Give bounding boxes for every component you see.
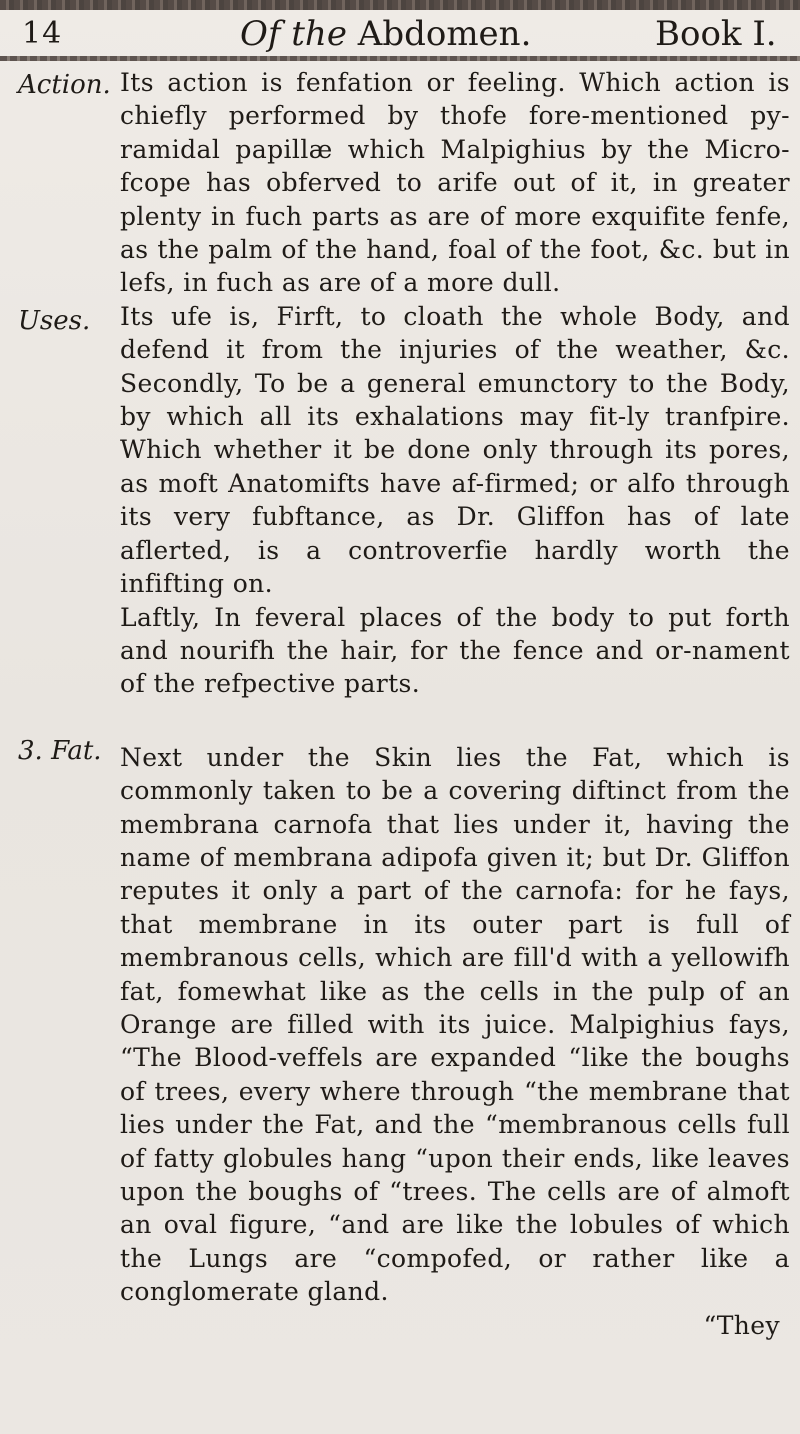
margin-note-action: Action.: [18, 70, 111, 100]
running-title: [240, 14, 531, 54]
book-label: Book I.: [655, 14, 777, 54]
paragraph-lastly: Laftly, In feveral places of the body to put forth and nourifh the hair, for the fence and or-nament of the refpective parts.: [120, 602, 790, 699]
running-title-roman: Abdomen.: [346, 14, 532, 54]
page-header: [0, 8, 800, 56]
running-title-italic: Of the: [240, 14, 347, 54]
header-rule: [0, 56, 800, 61]
margin-note-fat: 3. Fat.: [18, 736, 102, 766]
catchword: “They: [703, 1310, 780, 1340]
paragraph-action: Its action is fenfation or feeling. Which action is chiefly performed by thofe fore-mentioned py-ramidal papillæ which Malpighius by the Micro-fcope has obferved to arife out of it, in greater plenty in fuch parts as are of more exquifite fenfe, as the palm of the hand, foal of the foot, &c. but in lefs, in fuch as are of a more dull.: [120, 68, 790, 298]
page-body: [120, 66, 790, 1342]
paragraph-uses: Its ufe is, Firft, to cloath the whole Body, and defend it from the injuries of the weather, &c. Secondly, To be a general emunctory to the Body, by which all its exhalations may fit-ly tranfpire. Which whether it be done only through its pores, as moft Anatomifts have af-firmed; or alfo through its very fubftance, as Dr. Gliffon has of late aflerted, is a controverfie hardly worth the infifting on.: [120, 301, 790, 599]
paragraph-fat: Next under the Skin lies the Fat, which is commonly taken to be a covering diftinct from the membrana carnofa that lies under it, having the name of membrana adipofa given it; but Dr. Gliffon reputes it only a part of the carnofa: for he fays, that membrane in its outer part is full of membranous cells, which are fill'd with a yellowifh fat, fomewhat like as the cells in the pulp of an Orange are filled with its juice. Malpighius fays, “The Blood-veffels are expanded “like the boughs of trees, every where through “the membrane that lies under the Fat, and the “membranous cells full of fatty globules hang “upon their ends, like leaves upon the boughs of “trees. The cells are of almoft an oval figure, “and are like the lobules of which the Lungs are “compofed, or rather like a conglomerate gland.: [120, 742, 790, 1307]
margin-note-uses: Uses.: [18, 306, 91, 336]
page-number: 14: [22, 16, 63, 51]
